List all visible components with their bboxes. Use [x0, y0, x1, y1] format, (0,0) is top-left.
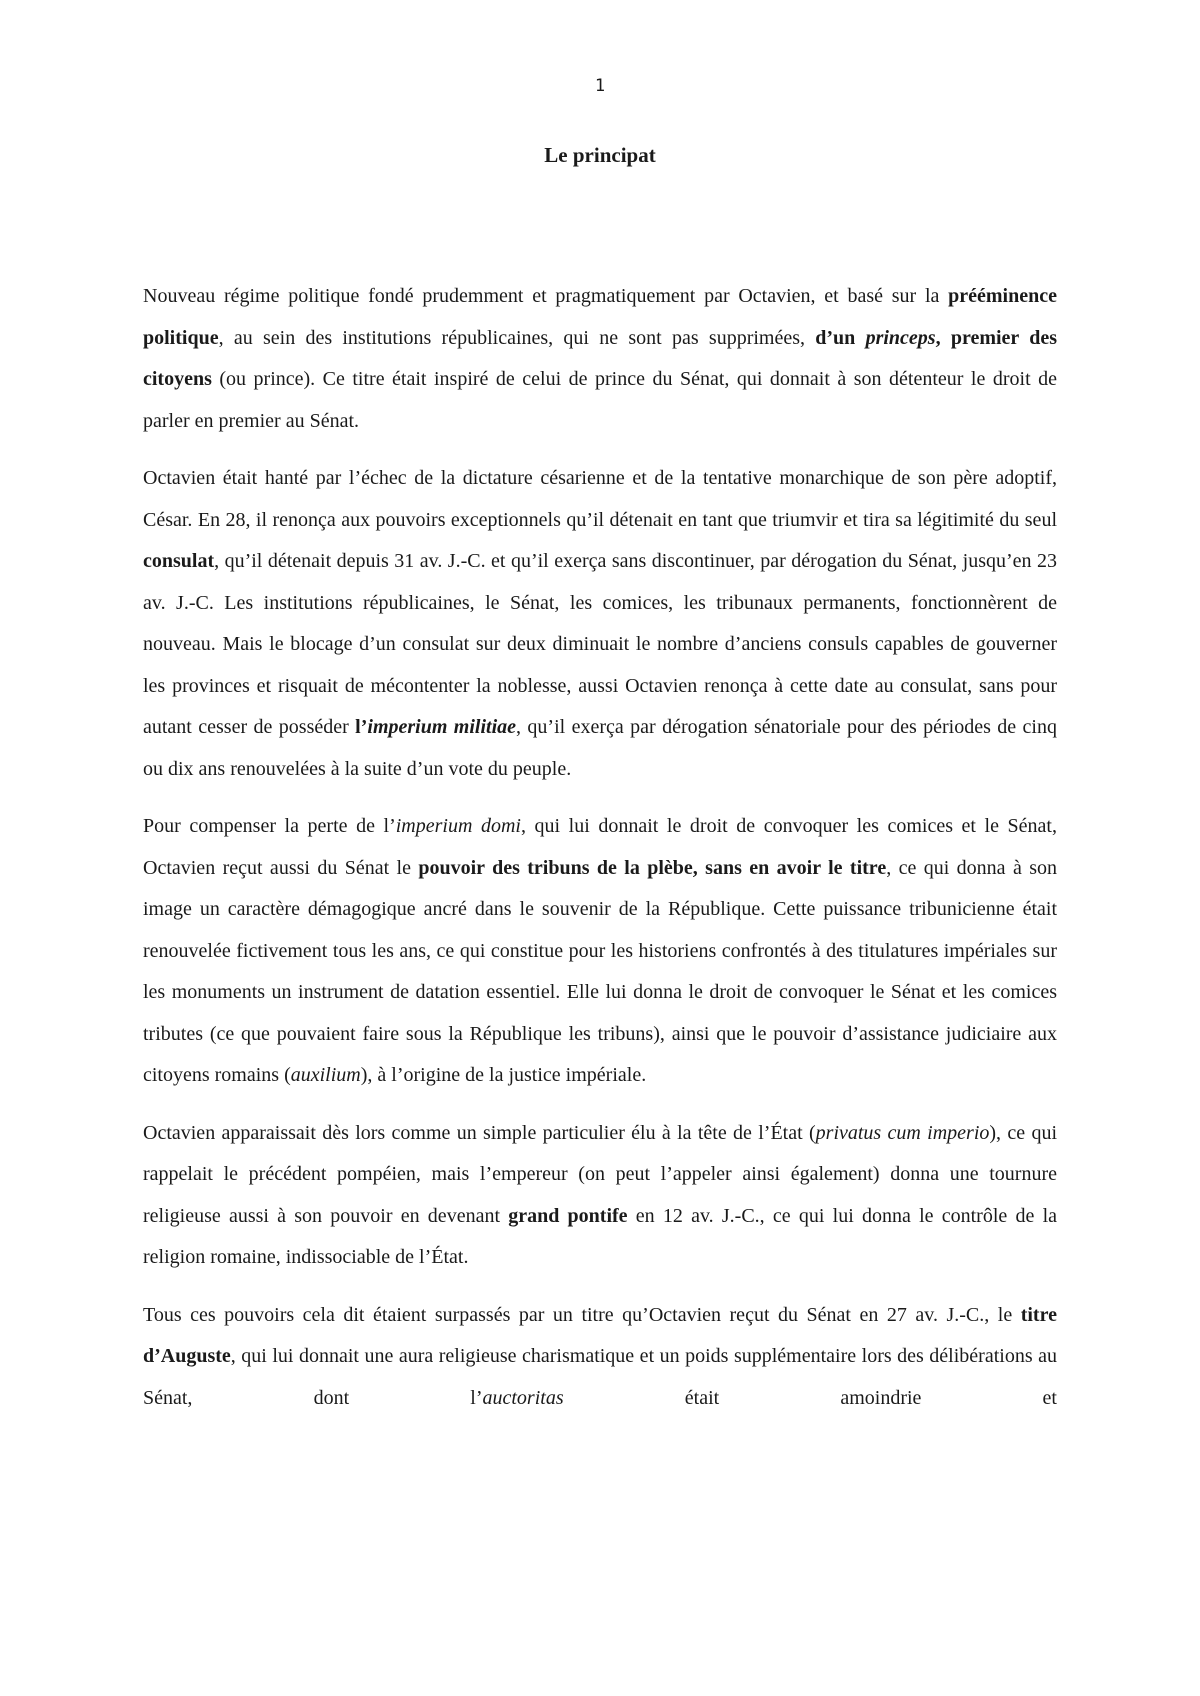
- bold-text-run: , premier des citoyens: [143, 326, 1057, 390]
- paragraph: [143, 806, 1057, 1097]
- paragraph: [143, 276, 1057, 442]
- text-run: , qu’il exerça par dérogation sénatoriale pour des périodes de cinq ou dix ans renouvelées à la suite d’un vote du peuple.: [143, 716, 1057, 780]
- italic-text-run: auxilium: [290, 1064, 361, 1086]
- page-title: Le principat: [544, 143, 656, 167]
- text-run: Tous ces pouvoirs cela dit étaient surpassés par un titre qu’Octavien reçut du Sénat en 27 av. J.-C., le: [143, 1303, 1021, 1326]
- text-run: Pour compenser la perte de l’: [143, 815, 396, 837]
- text-run: , au sein des institutions républicaines, qui ne sont pas supprimées,: [218, 326, 816, 349]
- text-run: , ce qui donna à son image un caractère démagogique ancré dans le souvenir de la République. Cette puissance tribunicienne était renouvelée fictivement tous les ans, ce qui constitue pour les historiens confrontés à des titulatures impériales sur les monuments un instrument de datation essentiel. Elle lui donna le droit de convoquer le Sénat et les comices tributes (ce que pouvaient faire sous la République les tribuns), ainsi que le pouvoir d’assistance judiciaire aux citoyens romains (: [143, 856, 1057, 1086]
- bold-text-run: consulat: [143, 550, 215, 572]
- bold-text-run: l’: [355, 716, 368, 738]
- text-run: , qui lui donnait une aura religieuse charismatique et un poids supplémentaire lors des délibérations au Sénat, dont l’: [143, 1345, 1057, 1409]
- text-run: ), à l’origine de la justice impériale.: [360, 1064, 647, 1086]
- bold-text-run: grand pontife: [508, 1204, 628, 1227]
- italic-text-run: auctoritas: [482, 1386, 564, 1409]
- bold-italic-text-run: imperium militiae: [367, 716, 517, 738]
- text-run: ), ce qui rappelait le précédent pompéien, mais l’empereur (on peut l’appeler ainsi également) donna une tournure religieuse aussi à son pouvoir en devenant: [143, 1121, 1057, 1227]
- bold-text-run: titre d’Auguste: [143, 1303, 1057, 1367]
- bold-text-run: d’un: [815, 326, 866, 349]
- bold-text-run: prééminence politique: [143, 285, 1057, 349]
- page-number: 1: [594, 76, 606, 96]
- bold-text-run: pouvoir des tribuns de la plèbe, sans en avoir le titre: [418, 856, 887, 879]
- paragraph: [143, 1295, 1057, 1420]
- text-run: (ou prince). Ce titre était inspiré de celui de prince du Sénat, qui donnait à son détenteur le droit de parler en premier au Sénat.: [143, 368, 1057, 432]
- bold-italic-text-run: princeps: [865, 326, 936, 349]
- text-run: était amoindrie et: [563, 1386, 1057, 1409]
- text-run: Octavien était hanté par l’échec de la dictature césarienne et de la tentative monarchique de son père adoptif, César. En 28, il renonça aux pouvoirs exceptionnels qu’il détenait en tant que triumvir et tira sa légitimité du seul: [143, 467, 1057, 531]
- italic-text-run: imperium domi: [395, 815, 521, 837]
- text-run: , qui lui donnait le droit de convoquer les comices et le Sénat, Octavien reçut aussi du Sénat le: [143, 815, 1057, 879]
- text-run: Nouveau régime politique fondé prudemment et pragmatiquement par Octavien, et basé sur la: [143, 285, 949, 307]
- text-run: en 12 av. J.-C., ce qui lui donna le contrôle de la religion romaine, indissociable de l’État.: [143, 1204, 1057, 1268]
- paragraph: [143, 458, 1057, 790]
- text-run: Octavien apparaissait dès lors comme un simple particulier élu à la tête de l’État (: [143, 1121, 816, 1144]
- paragraph: [143, 1113, 1057, 1279]
- text-run: , qu’il détenait depuis 31 av. J.-C. et qu’il exerça sans discontinuer, par dérogation du Sénat, jusqu’en 23 av. J.-C. Les institutions républicaines, le Sénat, les comices, les tribunaux permanents, fonctionnèrent de nouveau. Mais le blocage d’un consulat sur deux diminuait le nombre d’anciens consuls capables de gouverner les provinces et risquait de mécontenter la noblesse, aussi Octavien renonça à cette date au consulat, sans pour autant cesser de posséder: [143, 550, 1057, 738]
- italic-text-run: privatus cum imperio: [815, 1121, 990, 1144]
- document-body: [143, 276, 1057, 1435]
